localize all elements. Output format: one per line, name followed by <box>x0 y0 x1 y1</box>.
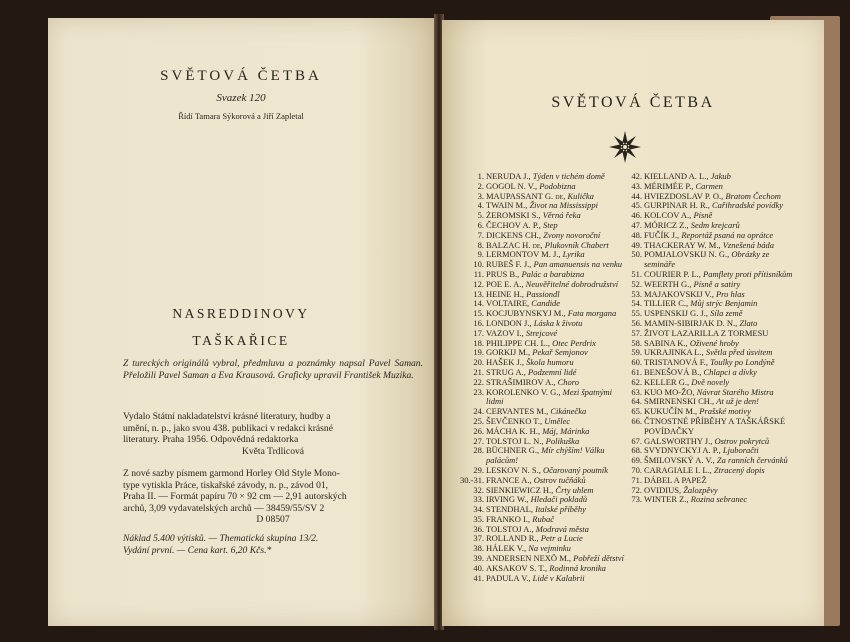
entry-work: Polikuška <box>545 435 580 446</box>
entry-number: 33. <box>473 494 484 505</box>
entry-author: FRANKO I., <box>486 513 531 524</box>
edition-note <box>123 533 423 556</box>
series-list-entry <box>618 250 796 270</box>
entry-author: COURIER P. L., <box>644 268 701 279</box>
entry-number: 16. <box>473 317 484 328</box>
entry-number: 50. <box>631 249 642 260</box>
right-page <box>442 20 824 626</box>
entry-work: At už je den! <box>716 396 759 407</box>
entry-author: KELLER G., <box>644 376 690 387</box>
entry-number: 7. <box>477 229 484 240</box>
entry-author: FRANCE A., <box>486 474 532 485</box>
entry-work: Bratom Čechom <box>725 190 781 201</box>
entry-number: 44. <box>631 190 642 201</box>
entry-work: Neuvěřitelné dobrodružství <box>525 278 619 289</box>
entry-work: Cařihradské povídky <box>712 200 784 211</box>
entry-work: Žalozpěvy <box>683 484 718 495</box>
entry-author: VAZOV I., <box>486 327 524 338</box>
entry-author: KIELLAND A. L., <box>644 171 709 181</box>
entry-number: 66. <box>631 415 642 426</box>
book-title-line-1: NASREDDINOVY <box>172 306 310 321</box>
entry-number: 69. <box>631 455 642 466</box>
entry-work: Modravá města <box>535 523 589 534</box>
entry-work: Step <box>543 219 558 230</box>
entry-work: Črty uhlem <box>555 484 594 495</box>
entry-work: Návrat Starého Mistra <box>696 386 774 397</box>
entry-work: Rodinná kronika <box>549 562 606 573</box>
entry-author: HEINE H., <box>486 288 525 299</box>
entry-author: CERVANTES M., <box>486 406 549 417</box>
entry-work: Carmen <box>695 180 723 191</box>
entry-work: Italské příběhy <box>535 504 586 515</box>
series-list-column-1 <box>460 172 628 583</box>
entry-number: 20. <box>473 357 484 368</box>
translation-credits: Z tureckých originálů vybral, předmluvu a poznámky napsal Pavel Saman. Přeložili Pavel Saman a Eva Krausová. Graficky upravil František Muzika. <box>123 358 423 381</box>
entry-author: KOLCOV A., <box>644 210 692 221</box>
series-heading: SVĚTOVÁ ČETBA <box>551 94 715 111</box>
entry-number: 15. <box>473 308 484 319</box>
entry-number: 2. <box>477 180 484 191</box>
entry-author: UKRAJINKA L., <box>644 347 704 358</box>
entry-number: 60. <box>631 357 642 368</box>
publisher-line: literatury. Praha 1956. Odpovědná redaktorka <box>123 434 299 446</box>
entry-number: 38. <box>473 543 484 554</box>
entry-author: SVYDNYCKYJ A. P., <box>644 445 721 456</box>
entry-author: ŻEROMSKI S., <box>486 210 541 221</box>
entry-author: NERUDA J., <box>486 171 531 181</box>
entry-number: 68. <box>631 445 642 456</box>
ornament-star-icon <box>608 130 642 164</box>
entry-author: KOCJUBYNSKYJ M., <box>486 308 566 319</box>
entry-work: Věrná řeka <box>542 210 581 221</box>
entry-number: 61. <box>631 366 642 377</box>
entry-work: Ztracený dopis <box>713 464 765 475</box>
entry-work: Zvony novoroční <box>543 229 601 240</box>
series-list-entry <box>460 574 628 584</box>
series-list-entry <box>460 446 628 466</box>
entry-author: TOLSTOJ L. N., <box>486 435 544 446</box>
entry-work: Sedm krejcarů <box>690 219 740 230</box>
entry-work: Cikánečka <box>550 406 587 417</box>
entry-author: BALZAC H. de, <box>486 239 543 250</box>
entry-number: 45. <box>631 200 642 211</box>
entry-number: 18. <box>473 337 484 348</box>
series-list-entry <box>618 495 796 505</box>
entry-number: 41. <box>473 572 484 583</box>
entry-number: 21. <box>473 366 484 377</box>
entry-author: HAŠEK J., <box>486 357 525 368</box>
entry-work: Zlato <box>739 317 758 328</box>
entry-work: Podobizna <box>539 180 576 191</box>
entry-author: DICKENS CH., <box>486 229 542 240</box>
entry-work: Rubač <box>532 513 554 524</box>
entry-number: 35. <box>473 513 484 524</box>
series-list-entry <box>618 417 796 437</box>
entry-work: Toulky po Londýně <box>710 357 775 368</box>
entry-author: THACKERAY W. M., <box>644 239 721 250</box>
entry-author: ANDERSEN NEXÖ M., <box>486 553 571 564</box>
entry-number: 24. <box>473 406 484 417</box>
left-page <box>48 18 434 626</box>
edition-line: Náklad 5.400 výtisků. — Thematická skupina 13/2. <box>123 533 319 544</box>
entry-work: Pekař Semjonov <box>532 347 588 358</box>
entry-author: VOLTAIRE, <box>486 298 530 309</box>
entry-author: LESKOV N. S., <box>486 464 541 475</box>
entry-work: Chlapci a dívky <box>703 366 757 377</box>
entry-number: 36. <box>473 523 484 534</box>
entry-text <box>486 446 628 466</box>
entry-work: Strejcové <box>525 327 558 338</box>
entry-author: KOROLENKO V. G., <box>486 386 561 397</box>
entry-number: 25. <box>473 415 484 426</box>
entry-author: ŠMILOVSKÝ A. V., <box>644 455 715 466</box>
entry-text <box>486 388 628 408</box>
entry-author: HVIEZDOSLAV P. O., <box>644 190 724 201</box>
entry-author: AKSAKOV S. T., <box>486 562 548 573</box>
entry-author: STRUG A., <box>486 366 526 377</box>
entry-work: Petr a Lucie <box>540 533 583 544</box>
entry-author: MÉRIMÉE P., <box>644 180 694 191</box>
entry-author: CARAGIALE I. L., <box>644 464 712 475</box>
entry-number: 28. <box>473 445 484 456</box>
volume-number: Svazek 120 <box>216 92 266 104</box>
entry-author: TWAIN M., <box>486 200 528 211</box>
entry-number: 42. <box>631 171 642 181</box>
entry-number: 14. <box>473 298 484 309</box>
entry-number: 62. <box>631 376 642 387</box>
entry-author: POMJALOVSKIJ N. G., <box>644 249 730 260</box>
entry-author: ČTNOSTNÉ PŘÍBĚHY A TAŠKÁŘSKÉ POVÍDAČKY <box>644 415 786 436</box>
entry-number: 11. <box>473 268 484 279</box>
entry-text <box>644 417 796 437</box>
entry-work: Choro <box>557 376 580 387</box>
entry-number: 10. <box>473 259 484 270</box>
publisher-line: Vydalo Státní nakladatelství krásné literatury, hudby a <box>123 411 331 422</box>
entry-work: Škola humoru <box>526 357 574 368</box>
entry-work: Ljuboračti <box>722 445 759 456</box>
entry-author: KUO MO-ŽO, <box>644 386 695 397</box>
entry-author: HÁLEK V., <box>486 543 527 554</box>
entry-work: Na vejminku <box>528 543 571 554</box>
printing-line: Z nové sazby písmem garmond Horley Old Style Mono- <box>123 468 340 479</box>
entry-author: BENEŠOVÁ B., <box>644 366 702 377</box>
entry-number: 3. <box>477 190 484 201</box>
entry-author: LONDON J., <box>486 317 532 328</box>
entry-work: Dvě novely <box>691 376 730 387</box>
entry-author: WEERTH G., <box>644 278 692 289</box>
entry-author: MAUPASSANT G. de, <box>486 190 566 201</box>
entry-work: Palác a barabizna <box>521 268 585 279</box>
publisher-line: Květa Trdlicová <box>241 445 305 457</box>
entry-number: 64. <box>631 396 642 407</box>
entry-number: 59. <box>631 347 642 358</box>
entry-work: Jakub <box>710 171 731 181</box>
entry-author: LERMONTOV M. J., <box>486 249 561 260</box>
entry-author: GALSWORTHY J., <box>644 435 713 446</box>
entry-number: 26. <box>473 425 484 436</box>
entry-number: 1. <box>477 171 484 181</box>
entry-number: 39. <box>473 553 484 564</box>
entry-author: FUČÍK J., <box>644 229 680 240</box>
entry-number: 32. <box>473 484 484 495</box>
entry-work: Plukovník Chabert <box>544 239 609 250</box>
printing-info <box>123 468 423 526</box>
entry-number: 23. <box>473 386 484 397</box>
entry-author: WINTER Z., <box>644 494 689 505</box>
entry-text <box>486 574 628 584</box>
entry-work: Pan amanuensis na venku <box>533 259 623 270</box>
entry-work: Mír chýším! Válku palácům! <box>486 445 605 466</box>
printing-line: D 08507 <box>256 514 290 526</box>
entry-author: TRISTANOVÁ F., <box>644 357 709 368</box>
entry-number: 9. <box>477 249 484 260</box>
entry-author: ROLLAND R., <box>486 533 539 544</box>
entry-number: 43. <box>631 180 642 191</box>
entry-work: Kulička <box>567 190 594 201</box>
entry-work: Reportáž psaná na oprátce <box>681 229 774 240</box>
entry-work: Otec Perdrix <box>552 337 596 348</box>
entry-author: TOLSTOJ A., <box>486 523 534 534</box>
entry-work: Lidé v Kalabrii <box>532 572 585 583</box>
entry-work: Očarovaný poutník <box>543 464 609 475</box>
entry-text <box>644 250 796 270</box>
printing-line: Praha II. — Formát papíru 70 × 92 cm — 2,91 autorských <box>123 491 347 503</box>
entry-author: POE E. A., <box>486 278 524 289</box>
entry-number: 52. <box>631 278 642 289</box>
entry-number: 48. <box>631 229 642 240</box>
entry-work: Pamflety proti přítisníkům <box>703 268 793 279</box>
entry-number: 72. <box>631 484 642 495</box>
entry-author: PADULA V., <box>486 572 531 583</box>
entry-work: Pobřeží dětství <box>573 553 624 564</box>
book-title-line-2: TAŠKAŘICE <box>192 333 290 348</box>
entry-work: Obrázky ze semináře <box>644 249 770 270</box>
entry-number: 53. <box>631 288 642 299</box>
entry-work: Rozina sebranec <box>690 494 748 505</box>
entry-author: MAMIN-SIBIRJAK D. N., <box>644 317 738 328</box>
entry-number: 40. <box>473 562 484 573</box>
entry-author: GOGOL N. V., <box>486 180 538 191</box>
entry-author: OVIDIUS, <box>644 484 682 495</box>
entry-author: STENDHAL, <box>486 504 533 515</box>
series-editors: Řídí Tamara Sýkorová a Jiří Zapletal <box>178 111 304 121</box>
entry-number: 70. <box>631 464 642 475</box>
entry-work: Písně <box>693 210 713 221</box>
entry-work: Lyrika <box>562 249 585 260</box>
entry-work: Život na Mississippi <box>529 200 598 211</box>
entry-work: Candide <box>531 298 561 309</box>
entry-author: ŽIVOT LAZARILLA Z TORMESU <box>644 327 769 338</box>
entry-number: 51. <box>631 268 642 279</box>
publisher-info <box>123 411 423 457</box>
entry-number: 29. <box>473 464 484 475</box>
entry-number: 49. <box>631 239 642 250</box>
entry-number: 65. <box>631 406 642 417</box>
entry-author: PHILIPPE CH. L., <box>486 337 550 348</box>
entry-work: Síla země <box>710 308 743 319</box>
entry-author: SABINA K., <box>644 337 688 348</box>
entry-number: 46. <box>631 210 642 221</box>
entry-number: 63. <box>631 386 642 397</box>
publisher-line: umění, n. p., jako svou 438. publikaci v redakci krásné <box>123 422 333 434</box>
series-title: SVĚTOVÁ ČETBA <box>160 68 322 84</box>
entry-work: Oživené hroby <box>689 337 739 348</box>
entry-author: BÜCHNER G., <box>486 445 540 456</box>
entry-number: 8. <box>477 239 484 250</box>
entry-work: Umělec <box>544 415 571 426</box>
entry-number: 71. <box>631 474 642 485</box>
entry-author: DÁBEL A PAPEŽ <box>644 474 707 485</box>
entry-number: 67. <box>631 435 642 446</box>
entry-author: GURPINAR H. R., <box>644 200 710 211</box>
entry-number: 57. <box>631 327 642 338</box>
entry-work: Světla před úsvitem <box>705 347 773 358</box>
entry-number: 19. <box>473 347 484 358</box>
entry-author: IRVING W., <box>486 494 529 505</box>
entry-work: Passiondl <box>526 288 560 299</box>
entry-author: KUKUČÍN M., <box>644 406 698 417</box>
entry-number: 13. <box>473 288 484 299</box>
entry-number: 30.-31. <box>460 474 485 485</box>
entry-number: 73. <box>631 494 642 505</box>
entry-number: 54. <box>631 298 642 309</box>
entry-work: Vznešená báda <box>722 239 774 250</box>
entry-work: Ostrov tučňáků <box>533 474 586 485</box>
entry-work: Máj, Márinka <box>542 425 590 436</box>
entry-author: SMIRNENSKI CH., <box>644 396 715 407</box>
entry-text <box>644 495 796 505</box>
entry-work: Mezi špatnými lidmi <box>486 386 613 407</box>
entry-number: 27. <box>473 435 484 446</box>
entry-number: 58. <box>631 337 642 348</box>
entry-number: 55. <box>631 308 642 319</box>
entry-work: Za ranních červánků <box>716 455 788 466</box>
entry-author: ŠEVČENKO T., <box>486 415 543 426</box>
entry-work: Můj strýc Benjamin <box>690 298 758 309</box>
series-list-entry <box>460 388 628 408</box>
entry-work: Fata morgana <box>567 308 617 319</box>
entry-author: GORKIJ M., <box>486 347 531 358</box>
entry-number: 5. <box>477 210 484 221</box>
entry-author: STRAŠIMIROV A., <box>486 376 556 387</box>
entry-number: 34. <box>473 504 484 515</box>
entry-work: Hledači pokladů <box>530 494 588 505</box>
entry-author: USPENSKIJ G. J., <box>644 308 708 319</box>
entry-work: Týden v tichém domě <box>532 171 605 181</box>
entry-work: Prašské motivy <box>699 406 751 417</box>
edition-line: Vydání první. — Cena kart. 6,20 Kčs.* <box>123 544 272 556</box>
printing-line: type vytiskla Práce, tiskařské závody, n. p., závod 01, <box>123 479 329 491</box>
entry-work: Podzemní lidé <box>528 366 577 377</box>
series-list-column-2 <box>618 172 796 505</box>
entry-work: Ostrov pokrytců <box>714 435 770 446</box>
entry-author: MÁCHA K. H., <box>486 425 541 436</box>
entry-author: MÓRICZ Z., <box>644 219 689 230</box>
entry-number: 6. <box>477 219 484 230</box>
entry-work: Písně a satiry <box>693 278 741 289</box>
entry-author: SIENKIEWICZ H., <box>486 484 554 495</box>
entry-author: MAJAKOVSKIJ V., <box>644 288 714 299</box>
entry-number: 37. <box>473 533 484 544</box>
entry-number: 17. <box>473 327 484 338</box>
printing-line: archů, 3,09 vydavatelských archů — 38459/55/SV 2 <box>123 502 325 514</box>
entry-number: 12. <box>473 278 484 289</box>
entry-work: Láska k životu <box>533 317 583 328</box>
entry-author: RUBEŠ F. J., <box>486 259 532 270</box>
entry-author: TILLIER C., <box>644 298 689 309</box>
entry-work: Pro hlas <box>715 288 745 299</box>
entry-number: 47. <box>631 219 642 230</box>
entry-author: ČECHOV A. P., <box>486 219 541 230</box>
entry-number: 22. <box>473 376 484 387</box>
entry-number: 56. <box>631 317 642 328</box>
entry-number: 4. <box>477 200 484 211</box>
entry-author: PRUS B., <box>486 268 520 279</box>
